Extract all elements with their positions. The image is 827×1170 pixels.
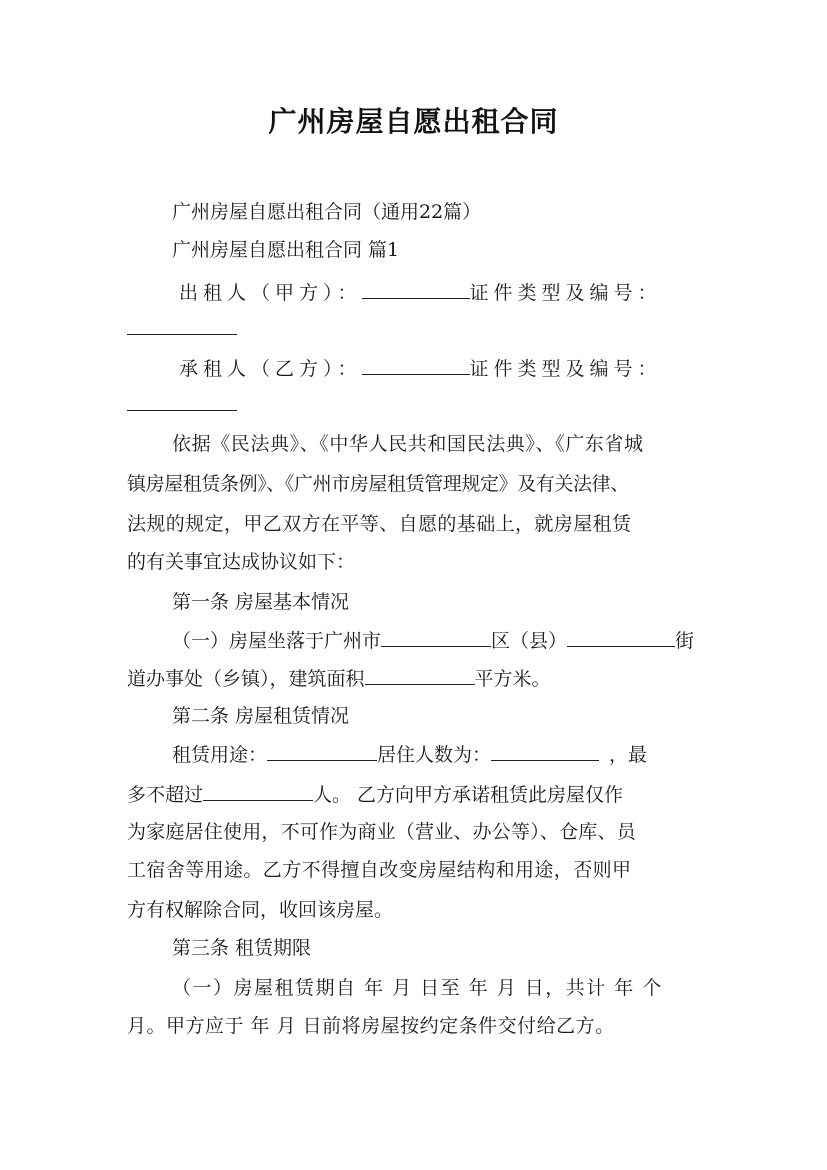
area-label: 道办事处（乡镇），建筑面积 [127,668,365,690]
document-title: 广州房屋自愿出租合同 [268,105,559,138]
use-label: 租赁用途： [172,744,268,766]
article-3-line-1: （一）房屋租赁期自 年 月 日至 年 月 日，共计 年 个 [172,977,663,999]
lessee-id-line [127,392,702,417]
lessor-id-blank [127,316,237,335]
lessee-line [127,356,702,381]
lessee-name-blank [362,356,470,375]
article-2-title: 第二条 房屋租赁情况 [172,705,350,727]
street-blank [567,628,675,647]
location-city-label: （一）房屋坐落于广州市 [172,630,382,652]
basis-line-2: 镇房屋租赁条例》、《广州市房屋租赁管理规定》及有关法律、 [127,473,629,495]
street-label: 街 [675,630,695,652]
article-2-line-5: 方有权解除合同，收回该房屋。 [127,899,394,921]
article-2-line-1 [127,742,702,767]
lessor-id-line [127,316,702,341]
lessor-name-blank [362,280,470,299]
people-label: 居住人数为： [377,744,492,766]
area-unit: 平方米。 [474,668,551,690]
people-blank [491,742,599,761]
basis-line-1: 依据《民法典》、《中华人民共和国民法典》、《广东省城 [172,433,644,455]
lessor-label: 出租人（甲方）： [179,282,362,304]
most-text: ，最 [609,744,648,766]
article-3-line-2: 月。甲方应于 年 月 日前将房屋按约定条件交付给乙方。 [127,1015,615,1037]
max-text: 人。 乙方向甲方承诺租赁此房屋仅作 [313,784,624,806]
lessor-line [127,280,702,305]
district-blank [381,628,491,647]
district-label: 区（县） [491,630,568,652]
basis-line-3: 法规的规定，甲乙双方在平等、自愿的基础上，就房屋租赁 [127,513,632,535]
article-2-line-2 [127,782,702,807]
article-1-line-1 [127,628,702,653]
article-2-line-3: 为家庭居住使用，不可作为商业（营业、办公等）、仓库、员 [127,821,636,843]
article-1-line-2 [127,666,702,691]
article-3-title: 第三条 租赁期限 [172,937,312,959]
article-2-line-4: 工宿舍等用途。乙方不得擅自改变房屋结构和用途，否则甲 [127,859,632,881]
basis-line-4: 的有关事宜达成协议如下： [127,551,356,573]
lessee-id-label: 证件类型及编号： [469,358,662,380]
section-title: 广州房屋自愿出租合同 篇1 [172,239,400,261]
document-subtitle: 广州房屋自愿出租合同（通用22篇） [172,201,482,223]
article-1-title: 第一条 房屋基本情况 [172,591,350,613]
max-label: 多不超过 [127,784,204,806]
lessee-id-blank [127,392,237,411]
lessor-id-label: 证件类型及编号： [469,282,662,304]
area-blank [365,666,475,685]
lessee-label: 承租人（乙方）： [179,358,362,380]
max-people-blank [203,782,313,801]
use-blank [267,742,377,761]
